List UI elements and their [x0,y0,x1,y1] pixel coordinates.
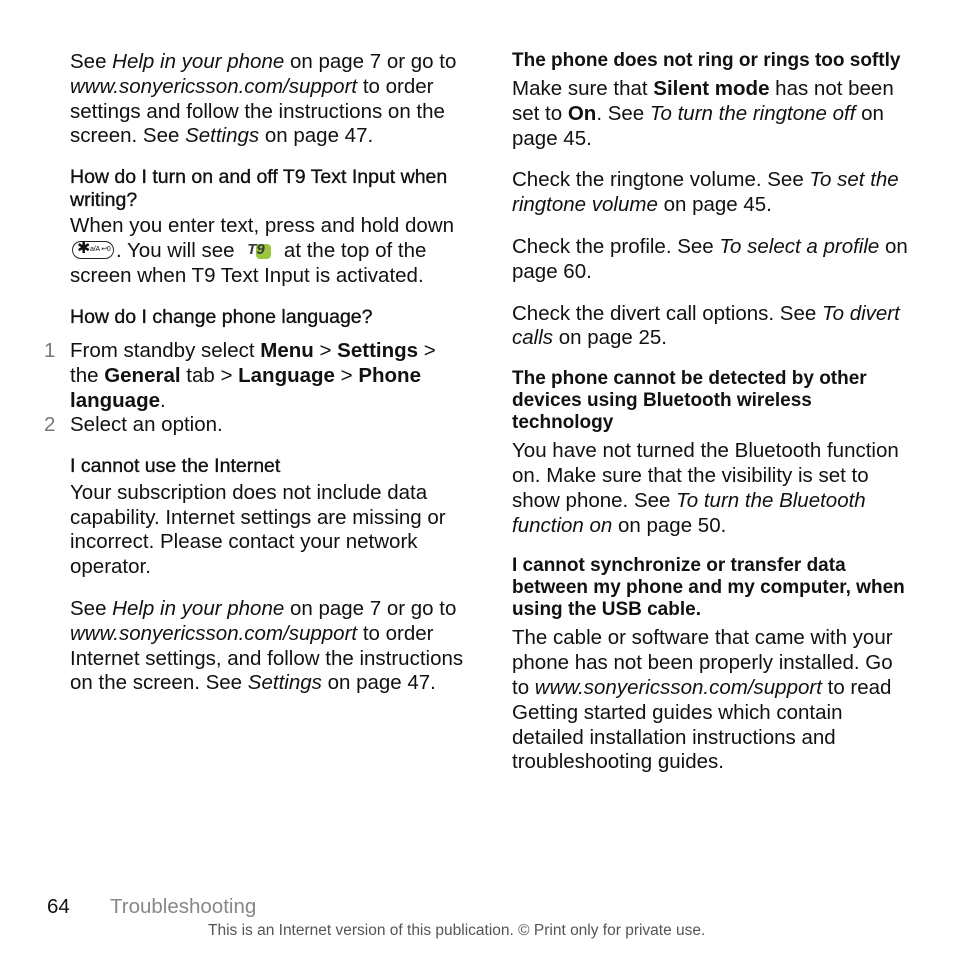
divert-paragraph [512,302,912,352]
text: has not been set to [512,77,894,125]
section-title: Troubleshooting [110,895,257,918]
text: > the [70,339,436,387]
phone-language-label: Phone language [70,363,421,412]
left-column [44,50,465,713]
key-label: a/A ↩0 [90,246,111,254]
text: to read Getting started guides which contain detailed installation instructions and troubleshooting guides. [512,675,892,774]
text: When you enter text, press and hold down [70,214,455,238]
text: > [334,363,359,387]
text: on page 45. [512,101,884,150]
text: on page 47. [259,124,374,148]
star-key-icon [72,241,114,259]
text: on page 60. [512,234,908,283]
language-label: Language [238,363,335,387]
t9-answer [70,214,465,288]
settings-reference: Settings [247,671,322,695]
on-label: On [567,101,597,125]
text: . See [596,101,650,125]
text: You have not turned the Bluetooth function on. Make sure that the visibility is set to show phone. See [512,439,899,512]
heading-ring: The phone does not ring or rings too softly [512,50,901,71]
text: to order settings and follow the instructions on the screen. See [70,74,445,148]
text: on page 7 or go to [284,596,457,620]
text: . [160,388,166,412]
bluetooth-reference: To turn the Bluetooth function on [512,488,866,537]
heading-bluetooth: The phone cannot be detected by other devices using Bluetooth wireless technology [512,368,867,434]
ring-answer [512,77,912,151]
internet-answer: Your subscription does not include data capability. Internet settings are missing or incorrect. Please contact your network operator. [70,480,446,579]
text: Check the profile. See [512,234,720,258]
step-1 [44,339,465,413]
text: Check the divert call options. See [512,301,822,325]
text: From standby select [70,339,261,363]
help-paragraph-internet [70,597,465,696]
heading-usb: I cannot synchronize or transfer data between my phone and my computer, when using the USB cable. [512,555,905,621]
ringtone-volume-paragraph [512,168,912,218]
page-number: 64 [47,895,70,918]
text: on page 25. [553,326,668,350]
support-url: www.sonyericsson.com/support [70,74,358,98]
copyright-note: This is an Internet version of this publication. © Print only for private use. [208,922,706,939]
general-label: General [104,363,181,387]
menu-label: Menu [260,339,314,363]
star-glyph: ✱ [77,240,91,258]
help-reference: Help in your phone [112,596,285,620]
support-url: www.sonyericsson.com/support [70,621,358,645]
settings-reference: Settings [185,124,260,148]
support-url: www.sonyericsson.com/support [534,675,822,699]
text: to order Internet settings, and follow the instructions on the screen. See [70,621,464,695]
text: tab > [180,363,239,387]
bluetooth-answer [512,439,912,538]
ringtone-volume-reference: To set the ringtone volume [512,168,899,217]
text: The cable or software that came with your phone has not been properly installed. Go to [512,626,893,699]
language-steps [44,339,465,438]
text: > [313,339,338,363]
question-language: How do I change phone language? [70,305,373,328]
text: . You will see [116,238,241,262]
profile-paragraph [512,235,912,285]
text: Select an option. [70,413,223,437]
question-internet: I cannot use the Internet [70,455,281,478]
text: on page 7 or go to [284,50,457,73]
text: on page 50. [612,513,727,537]
profile-reference: To select a profile [719,234,880,258]
t9-icon-label: T9 [247,241,265,259]
help-reference: Help in your phone [112,50,285,73]
text: Check the ringtone volume. See [512,168,810,192]
step-number: 2 [44,413,56,437]
usb-answer [512,626,912,775]
step-number: 1 [44,339,56,363]
settings-label: Settings [337,339,419,363]
question-t9: How do I turn on and off T9 Text Input when writing? [70,166,448,211]
text: Make sure that [512,77,654,100]
divert-reference: To divert calls [512,301,900,350]
silent-mode-label: Silent mode [653,77,770,100]
ringtone-off-reference: To turn the ringtone off [649,101,856,125]
right-column [512,50,912,775]
help-paragraph [70,50,465,149]
text: on page 45. [657,193,772,217]
step-2 [44,413,465,438]
t9-indicator-icon [246,240,272,260]
text: at the top of the screen when T9 Text Input is activated. [70,238,427,287]
text: See [70,596,113,620]
text: See [70,50,113,73]
text: on page 47. [321,671,436,695]
